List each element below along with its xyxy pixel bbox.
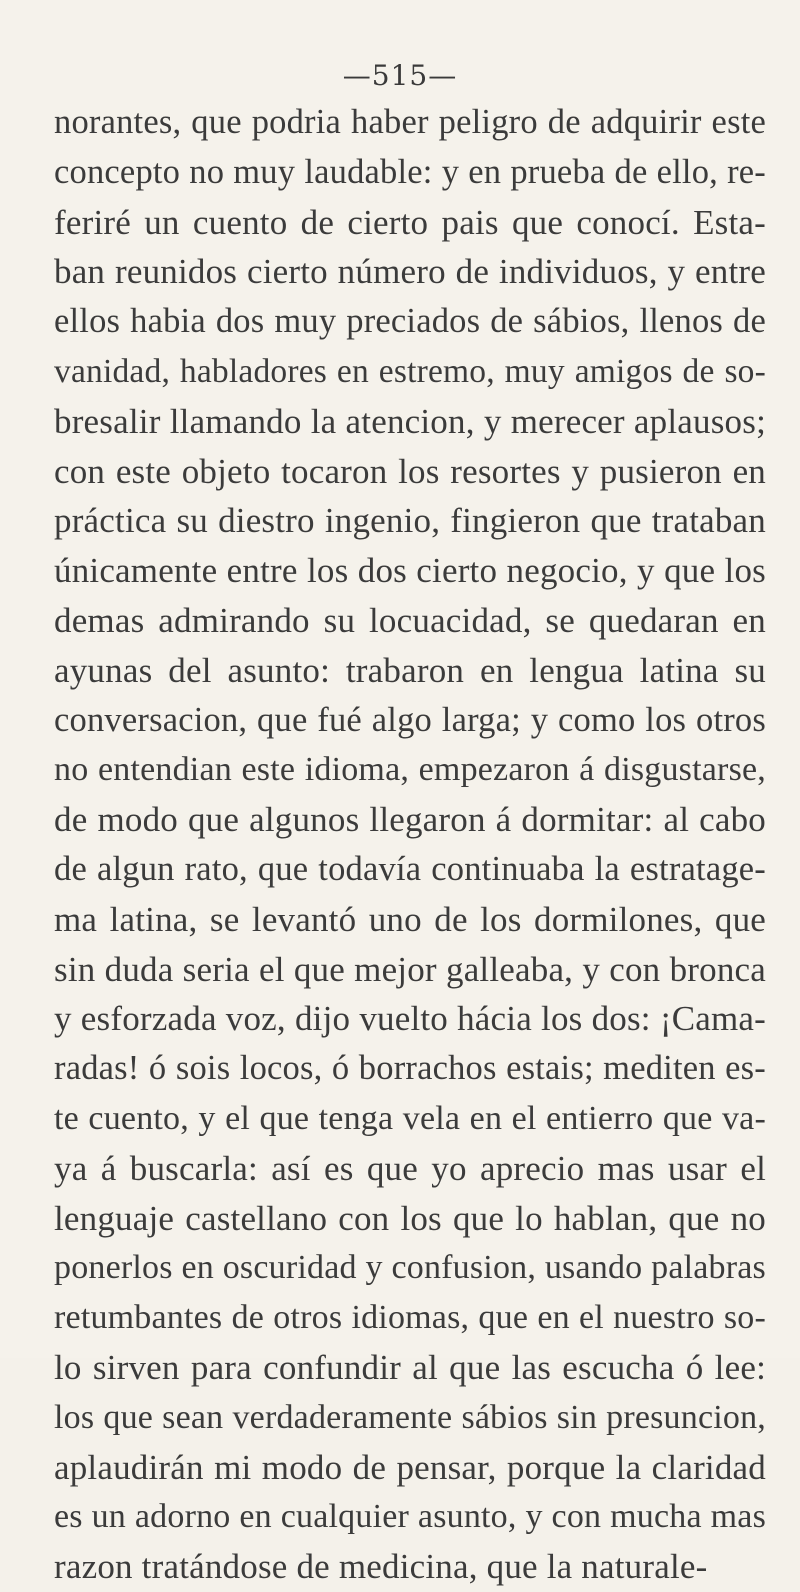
text-line: conversacion, que fué algo larga; y como los otros bbox=[54, 700, 766, 739]
text-line: de algun rato, que todavía continuaba la estratage- bbox=[54, 849, 766, 888]
text-line: demas admirando su locuacidad, se quedaran en bbox=[54, 600, 766, 640]
text-line: ma latina, se levantó uno de los dormilones, que bbox=[54, 899, 766, 939]
text-line: lo sirven para confundir al que las escucha ó lee: bbox=[54, 1347, 766, 1387]
page-number: —515— bbox=[342, 59, 458, 92]
body-text bbox=[54, 98, 766, 1592]
text-line: ban reunidos cierto número de individuos, y entre bbox=[54, 252, 766, 292]
text-line: con este objeto tocaron los resortes y pusieron en bbox=[54, 451, 766, 491]
text-line: práctica su diestro ingenio, fingieron que trataban bbox=[54, 501, 766, 541]
text-line: únicamente entre los dos cierto negocio, y que los bbox=[54, 551, 766, 591]
text-line: ya á buscarla: así es que yo aprecio mas usar el bbox=[54, 1148, 766, 1188]
text-line: norantes, que podria haber peligro de adquirir este bbox=[54, 103, 766, 141]
text-line: los que sean verdaderamente sábios sin presuncion, bbox=[54, 1398, 766, 1436]
text-line: radas! ó sois locos, ó borrachos estais; mediten es- bbox=[54, 1049, 766, 1088]
text-line: concepto no muy laudable: y en prueba de ello, re- bbox=[54, 152, 766, 191]
text-line: te cuento, y el que tenga vela en el entierro que va- bbox=[54, 1099, 766, 1137]
text-line: razon tratándose de medicina, que la naturale- bbox=[54, 1547, 708, 1587]
text-line: vanidad, habladores en estremo, muy amigos de so- bbox=[54, 352, 766, 390]
text-line: aplaudirán mi modo de pensar, porque la claridad bbox=[54, 1447, 766, 1487]
text-line: bresalir llamando la atencion, y merecer aplausos; bbox=[54, 401, 766, 441]
text-line: ellos habia dos muy preciados de sábios, llenos de bbox=[54, 302, 766, 341]
text-line: feriré un cuento de cierto pais que conocí. Esta- bbox=[54, 202, 766, 242]
text-line: no entendian este idioma, empezaron á disgustarse, bbox=[54, 751, 766, 789]
text-line: de modo que algunos llegaron á dormitar: al cabo bbox=[54, 800, 766, 840]
text-line: ayunas del asunto: trabaron en lengua latina su bbox=[54, 650, 766, 690]
text-line: ponerlos en oscuridad y confusion, usando palabras bbox=[54, 1249, 766, 1287]
text-line: retumbantes de otros idiomas, que en el nuestro so- bbox=[54, 1299, 766, 1337]
text-line: es un adorno en cualquier asunto, y con mucha mas bbox=[54, 1498, 766, 1536]
text-line: lenguaje castellano con los que lo hablan, que no bbox=[54, 1198, 766, 1238]
text-line: sin duda seria el que mejor galleaba, y con bronca bbox=[54, 949, 766, 989]
text-line: y esforzada voz, dijo vuelto hácia los dos: ¡Cama- bbox=[54, 999, 766, 1039]
